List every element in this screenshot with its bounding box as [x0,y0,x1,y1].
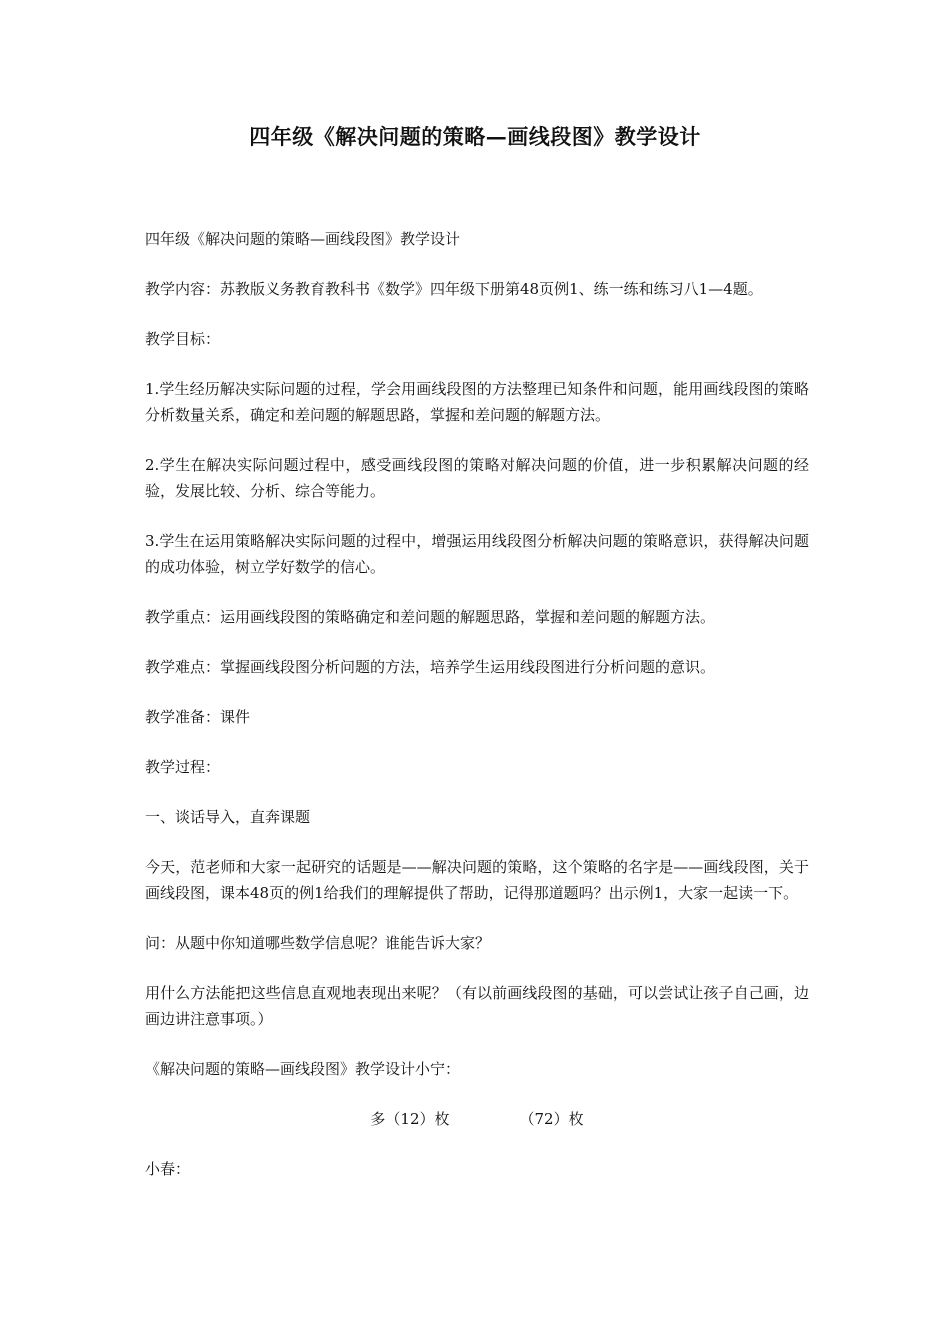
intro-paragraph: 今天，范老师和大家一起研究的话题是——解决问题的策略，这个策略的名字是——画线段图，关于画线段图，课本48页的例1给我们的理解提供了帮助，记得那道题吗？出示例1，大家一起读一下。 [145,858,809,902]
document-title: 四年级《解决问题的策略—画线段图》教学设计 [249,124,701,149]
method-paragraph: 用什么方法能把这些信息直观地表现出来呢？（有以前画线段图的基础，可以尝试让孩子自己画，边画边讲注意事项。） [145,984,809,1028]
goal-3-paragraph: 3.学生在运用策略解决实际问题的过程中，增强运用线段图分析解决问题的策略意识，获得解决问题的成功体验，树立学好数学的信心。 [145,532,809,576]
key-point-paragraph: 教学重点：运用画线段图的策略确定和差问题的解题思路，掌握和差问题的解题方法。 [145,608,716,626]
subtitle-paragraph: 四年级《解决问题的策略—画线段图》教学设计 [145,230,461,248]
teaching-content-paragraph: 教学内容：苏教版义务教育教科书《数学》四年级下册第48页例1、练一练和练习八1—4题。 [145,280,763,298]
diagram-labels [145,1106,809,1132]
xiaochun-paragraph: 小春： [145,1160,191,1178]
xiaoning-paragraph: 《解决问题的策略—画线段图》教学设计小宁： [145,1060,461,1078]
diagram-left-label: 多（12）枚 [370,1110,450,1128]
preparation-paragraph: 教学准备：课件 [145,708,251,726]
question-paragraph: 问：从题中你知道哪些数学信息呢？谁能告诉大家？ [145,934,491,952]
section-1-heading: 一、谈话导入，直奔课题 [145,808,311,826]
teaching-goals-heading: 教学目标： [145,330,221,348]
goal-1-paragraph: 1.学生经历解决实际问题的过程，学会用画线段图的方法整理已知条件和问题，能用画线段图的策略分析数量关系，确定和差问题的解题思路，掌握和差问题的解题方法。 [145,380,809,424]
document-body [145,226,809,1206]
goal-2-paragraph: 2.学生在解决实际问题过程中，感受画线段图的策略对解决问题的价值，进一步积累解决问题的经验，发展比较、分析、综合等能力。 [145,456,809,500]
diagram-right-label: （72）枚 [519,1110,584,1128]
difficulty-paragraph: 教学难点：掌握画线段图分析问题的方法，培养学生运用线段图进行分析问题的意识。 [145,658,716,676]
process-heading: 教学过程： [145,758,221,776]
